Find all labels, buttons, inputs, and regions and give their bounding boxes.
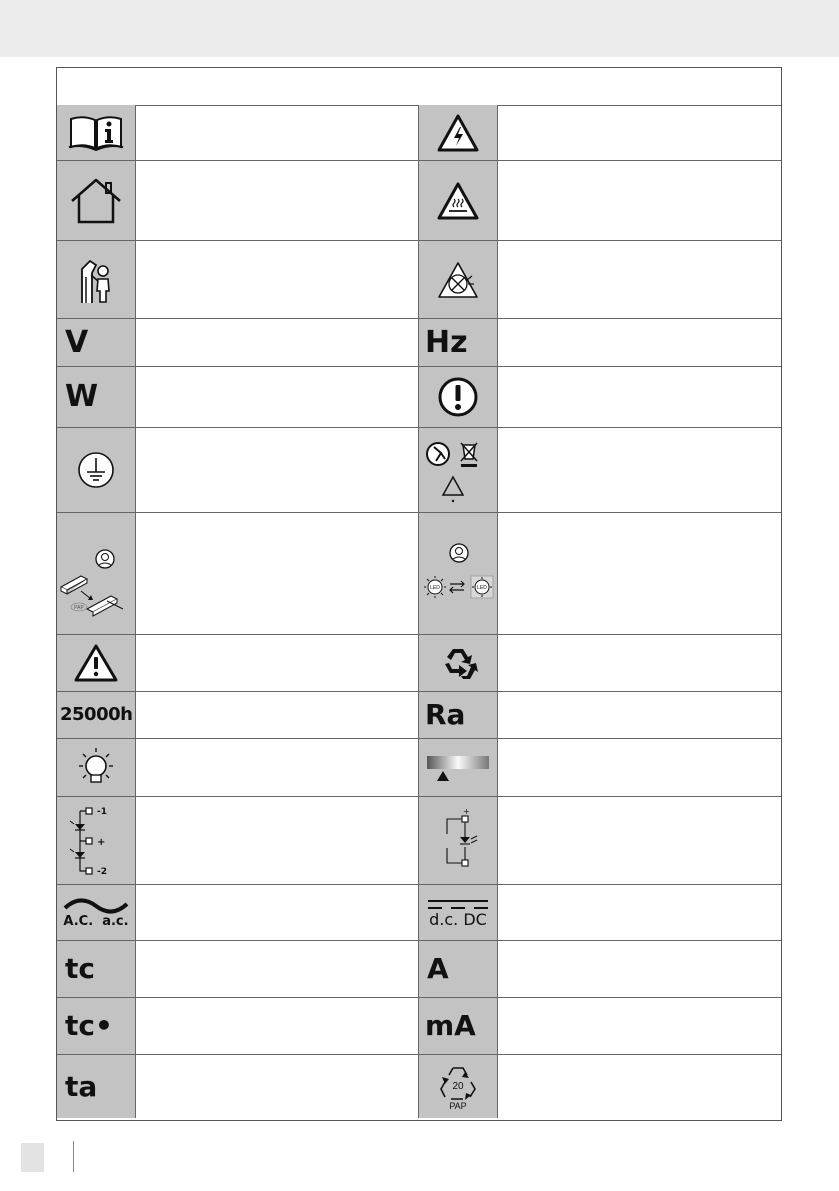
ac-wave-icon: [61, 897, 131, 915]
led-module-diagram: [419, 797, 498, 885]
row13-right-text: [498, 941, 781, 998]
row12-left-text: [136, 885, 419, 941]
ac-label: A.C. a.c.: [63, 914, 129, 929]
row2-left-text: [136, 161, 419, 241]
polarity-minus1-label: -1: [97, 806, 107, 817]
row13-left-text: [136, 941, 419, 998]
symbol-table: [56, 67, 782, 1121]
pap-number: 20: [452, 1080, 464, 1092]
row3-right-text: [498, 241, 781, 319]
ta-label: ta: [65, 1069, 98, 1103]
row15-right-text: [498, 1055, 781, 1118]
lifetime-label: 25000h: [60, 704, 133, 725]
direct-current-symbol: [419, 885, 498, 941]
led-polarity-diagram: [57, 797, 136, 885]
row6-left-text: [136, 428, 419, 513]
row5-left-text: [136, 367, 419, 428]
recycling-icon: [419, 635, 498, 692]
row14-left-text: [136, 998, 419, 1055]
row6-right-text: [498, 428, 781, 513]
module-plus-label: +: [463, 806, 470, 816]
tc-degree-symbol: [57, 998, 136, 1055]
alternating-current-symbol: [57, 885, 136, 941]
lifetime-symbol: [57, 692, 136, 739]
led-label-right: LED: [477, 584, 487, 591]
dc-label: d.c. DC: [429, 909, 487, 929]
row4-left-text: [136, 319, 419, 367]
watt-label: W: [65, 379, 99, 414]
paper-recycling-icon: [419, 1055, 498, 1118]
row4-right-text: [498, 319, 781, 367]
hot-surface-warning-icon: [419, 161, 498, 241]
row1-right-text: [498, 105, 781, 161]
row11-left-text: [136, 797, 419, 885]
tc-degree-label: tc•: [65, 1009, 113, 1042]
row9-right-text: [498, 692, 781, 739]
row8-right-text: [498, 635, 781, 692]
row15-left-text: [136, 1055, 419, 1118]
ampere-label: A: [427, 952, 449, 985]
volt-label: V: [65, 324, 89, 360]
row10-right-text: [498, 739, 781, 797]
top-band: [0, 0, 839, 57]
hertz-symbol: [419, 319, 498, 367]
table-header: [57, 68, 781, 106]
protective-earth-icon: [57, 428, 136, 513]
footer-divider: [73, 1141, 74, 1172]
volt-symbol: [57, 319, 136, 367]
indoor-use-house-icon: [57, 161, 136, 241]
general-warning-icon: [57, 635, 136, 692]
row3-left-text: [136, 241, 419, 319]
led-replacement-icon: [419, 513, 498, 635]
row9-left-text: [136, 692, 419, 739]
row1-left-text: [136, 105, 419, 161]
hertz-label: Hz: [425, 324, 468, 360]
ampere-symbol: [419, 941, 498, 998]
pap-mini-label: PAP: [74, 604, 84, 611]
light-bulb-icon: [57, 739, 136, 797]
colour-rendering-label: Ra: [425, 698, 466, 731]
row2-right-text: [498, 161, 781, 241]
ta-symbol: [57, 1055, 136, 1118]
polarity-plus-label: +: [97, 836, 106, 848]
polarity-minus2-label: -2: [97, 866, 107, 877]
dimmable-gradient-icon: [419, 739, 498, 797]
row10-left-text: [136, 739, 419, 797]
manual-info-icon: [57, 105, 136, 161]
row11-right-text: [498, 797, 781, 885]
row14-right-text: [498, 998, 781, 1055]
colour-rendering-symbol: [419, 692, 498, 739]
row7-left-text: [136, 513, 419, 635]
tc-symbol: [57, 941, 136, 998]
page-number-box: [21, 1143, 44, 1172]
row8-left-text: [136, 635, 419, 692]
do-not-look-into-light-icon: [419, 241, 498, 319]
watt-symbol: [57, 367, 136, 428]
milliampere-label: mA: [425, 1009, 476, 1042]
driver-replacement-icon: [57, 513, 136, 635]
milliampere-symbol: [419, 998, 498, 1055]
pap-label: PAP: [449, 1100, 467, 1111]
disposal-symbols-icon: [419, 428, 498, 513]
symbol-grid: [57, 105, 781, 1118]
tc-label: tc: [65, 952, 95, 985]
exclamation-icon: [419, 367, 498, 428]
child-safety-icon: [57, 241, 136, 319]
electric-shock-warning-icon: [419, 105, 498, 161]
row7-right-text: [498, 513, 781, 635]
row5-right-text: [498, 367, 781, 428]
led-label-left: LED: [430, 584, 440, 591]
row12-right-text: [498, 885, 781, 941]
